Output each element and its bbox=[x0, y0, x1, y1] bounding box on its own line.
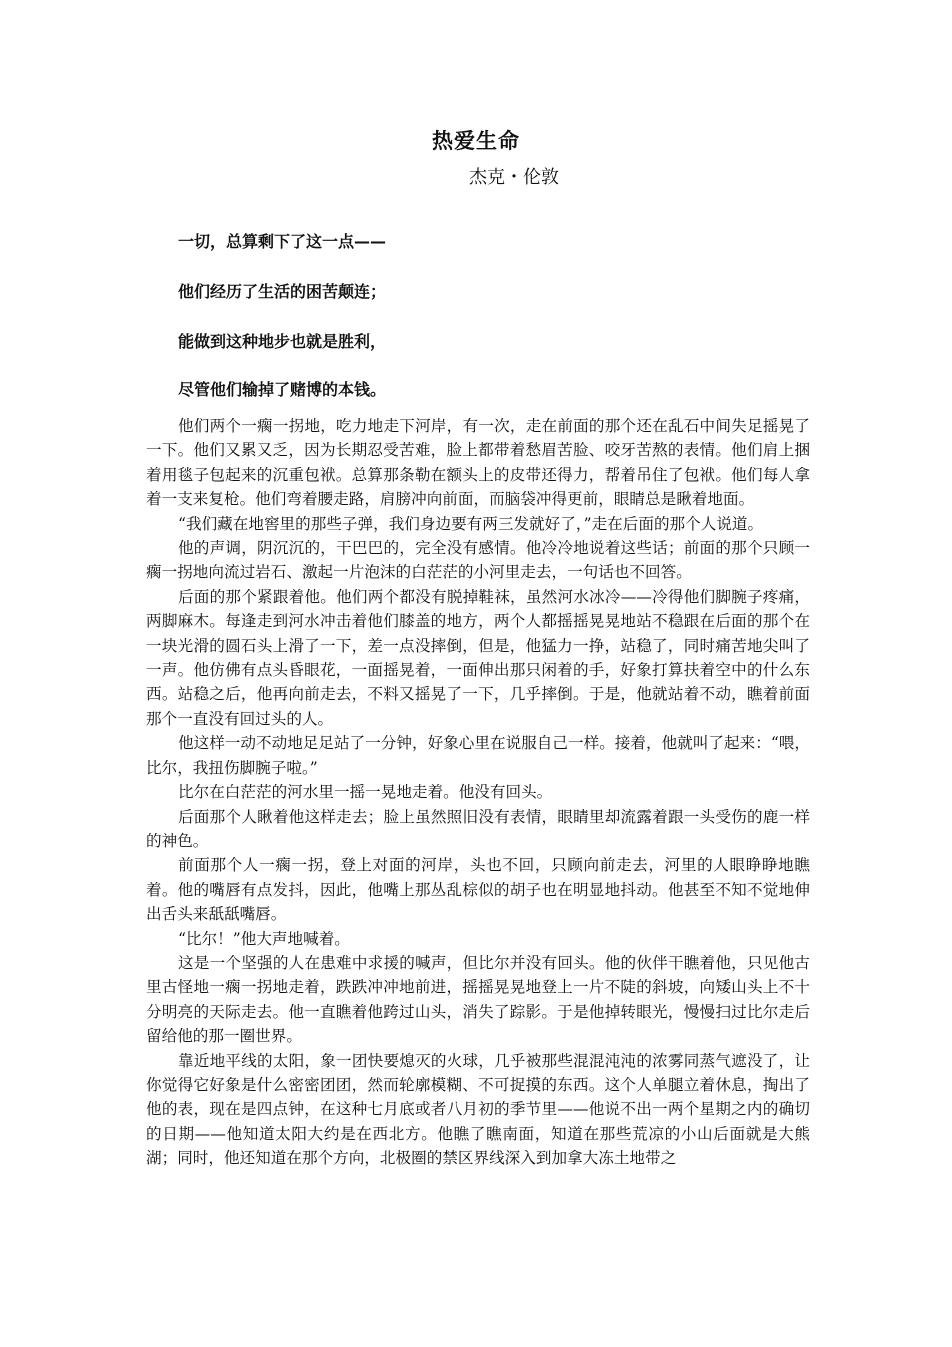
epigraph-line: 一切，总算剩下了这一点—— bbox=[178, 232, 387, 251]
paragraph: 他这样一动不动地足足站了一分钟，好象心里在说服自己一样。接着，他就叫了起来：“喂，比尔，我扭伤脚腕子啦。” bbox=[146, 734, 810, 777]
paragraph: 前面那个人一瘸一拐，登上对面的河岸，头也不回，只顾向前走去，河里的人眼睁睁地瞧着。他的嘴唇有点发抖，因此，他嘴上那丛乱棕似的胡子也在明显地抖动。他甚至不知不觉地伸出舌头来舐舐嘴唇。 bbox=[146, 856, 810, 924]
author-line: 杰克・伦敦 bbox=[469, 167, 559, 188]
paragraph: 后面的那个紧跟着他。他们两个都没有脱掉鞋袜，虽然河水冰冷——冷得他们脚腕子疼痛，两脚麻木。每逢走到河水冲击着他们膝盖的地方，两个人都摇摇晃晃地站不稳跟在后面的那个在一块光滑的圆石头上滑了一下，差一点没摔倒，但是，他猛力一挣，站稳了，同时痛苦地尖叫了一声。他仿佛有点头昏眼花，一面摇晃着，一面伸出那只闲着的手，好象打算扶着空中的什么东西。站稳之后，他再向前走去，不料又摇晃了一下，几乎摔倒。于是，他就站着不动，瞧着前面那个一直没有回过头的人。 bbox=[146, 587, 810, 728]
paragraph: 他的声调，阴沉沉的，干巴巴的，完全没有感情。他冷冷地说着这些话；前面的那个只顾一瘸一拐地向流过岩石、激起一片泡沫的白茫茫的小河里走去，一句话也不回答。 bbox=[146, 539, 810, 582]
epigraph-line: 能做到这种地步也就是胜利， bbox=[178, 332, 387, 351]
epigraph-line: 他们经历了生活的困苦颠连； bbox=[178, 282, 387, 301]
page-title: 热爱生命 bbox=[432, 129, 520, 153]
paragraph: 他们两个一瘸一拐地，吃力地走下河岸，有一次，走在前面的那个还在乱石中间失足摇晃了一下。他们又累又乏，因为长期忍受苦难，脸上都带着愁眉苦脸、咬牙苦熬的表情。他们肩上捆着用毯子包起来的沉重包袱。总算那条勒在额头上的皮带还得力，帮着吊住了包袱。他们每人拿着一支来复枪。他们弯着腰走路，肩膀冲向前面，而脑袋冲得更前，眼睛总是瞅着地面。 bbox=[146, 417, 810, 509]
epigraph-line: 尽管他们输掉了赌博的本钱。 bbox=[178, 380, 387, 399]
paragraph: “我们藏在地窖里的那些子弹，我们身边要有两三发就好了，”走在后面的那个人说道。 bbox=[178, 514, 764, 533]
paragraph: 后面那个人瞅着他这样走去；脸上虽然照旧没有表情，眼睛里却流露着跟一头受伤的鹿一样的神色。 bbox=[146, 807, 810, 850]
paragraph: 这是一个坚强的人在患难中求援的喊声，但比尔并没有回头。他的伙伴干瞧着他，只见他古里古怪地一瘸一拐地走着，跌跌冲冲地前进，摇摇晃晃地登上一片不陡的斜坡，向矮山头上不十分明亮的天际走去。他一直瞧着他跨过山头，消失了踪影。于是他掉转眼光，慢慢扫过比尔走后留给他的那一圈世界。 bbox=[146, 953, 810, 1046]
paragraph: 靠近地平线的太阳，象一团快要熄灭的火球，几乎被那些混混沌沌的浓雾同蒸气遮没了，让你觉得它好象是什么密密团团，然而轮廓模糊、不可捉摸的东西。这个人单腿立着休息，掏出了他的表，现在是四点钟，在这种七月底或者八月初的季节里——他说不出一两个星期之内的确切的日期——他知道太阳大约是在西北方。他瞧了瞧南面，知道在那些荒凉的小山后面就是大熊湖；同时，他还知道在那个方向，北极圈的禁区界线深入到加拿大冻土地带之 bbox=[146, 1051, 810, 1168]
body-text bbox=[146, 414, 810, 1171]
paragraph: “比尔！”他大声地喊着。 bbox=[178, 929, 350, 948]
paragraph: 比尔在白茫茫的河水里一摇一晃地走着。他没有回头。 bbox=[178, 783, 553, 802]
